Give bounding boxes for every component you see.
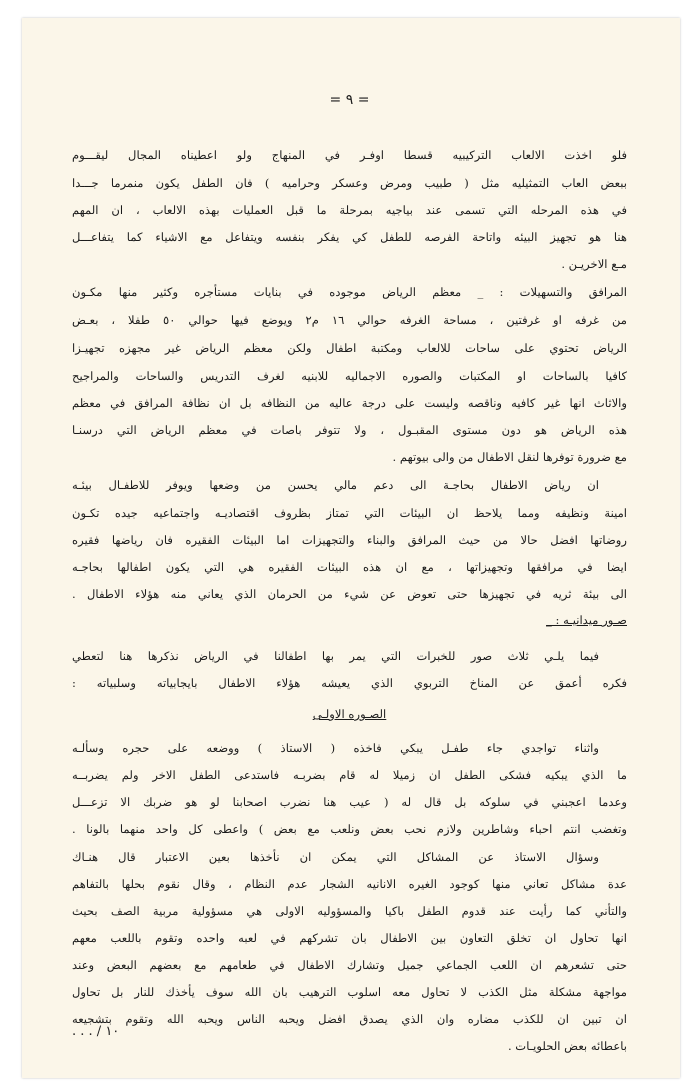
- text-line: وتغضب انتم احباء وشاطرين ولازم نحب بعض ونلعب مع بعض ) واعطى كل واحد منهما بالونا .: [72, 822, 627, 836]
- text-line: ما الذي يبكيه فشكى الطفل ان زميلا له قام بضربـه فاستدعى الطفل الاخر ولم يضربــه: [72, 768, 627, 782]
- text-line: ببعض العاب التمثيليه مثل ( طبيب ومرض وعسكر وحراميه ) فان الطفل يكون منمرما جـــدا: [72, 176, 627, 190]
- text-line: هنا هو تجهيز البيئه واتاحة الفرصه للطفل كي يفكر بنفسه ويتفاعل مع الاشياء كما يتفاعـــل: [72, 230, 627, 244]
- text-line: الى بيئة ثريه في تجهيزها حتى تعوض عن شيء من الحرمان الذي يعاني منه هؤلاء الاطفال .: [72, 587, 627, 601]
- text-line: فيما يلـي ثلاث صور للخبرات التي يمر بها اطفالنا في الرياض نذكرها هنا لتعطي: [72, 649, 599, 663]
- text-line: فكره أعمق عن المناخ التربوي الذي يعيشه هؤلاء الاطفال بايجابياته وسلبياته :: [72, 676, 627, 690]
- text-line: باعطائه بعض الحلويـات .: [507, 1039, 627, 1053]
- text-line: من غرفه او غرفتين ، مساحة الغرفه حوالي ١٦ م٢ ويوضع فيها حوالي ٥٠ طفلا ، بعـض: [72, 313, 627, 327]
- text-line: ايضا في مرافقها وتجهيزاتها ، مع ان هذه البيئات الفقيره هي التي يكون اطفالها بحاجـه: [72, 560, 627, 574]
- text-line: فلو اخذت الالعاب التركيبيه قسطا اوفـر في المنهاج ولو اعطيناه المجال ليقـــوم: [72, 148, 627, 162]
- page-content: [72, 18, 627, 1078]
- section-heading: صـور ميدانيـه : _: [546, 613, 627, 627]
- text-line: ان تبين ان للكذب مضاره وان الذي يصدق افضل ويحبه الناس ويحبه الله وتقوم بتشجيعه: [72, 1012, 627, 1026]
- text-line: مع ضرورة توفرها لنقل الاطفال من والى بيوتهم .: [392, 450, 627, 464]
- document-page: [22, 18, 680, 1078]
- text-line: انها تحاول ان تخلق التعاون بين الاطفال بان تشركهم في لعبه واحده وتقوم باللعب معهم: [72, 931, 627, 945]
- page-number: = ٩ =: [329, 92, 370, 108]
- text-line: مـع الاخريـن .: [561, 257, 627, 271]
- subheading: الصـوره الاولـى: [312, 707, 387, 721]
- text-line: والتأني كما رأيت عند قدوم الطفل باكيا والمسؤوليه الاولى هي مسؤولية مربية الصف بحيث: [72, 904, 627, 918]
- text-line: المرافق والتسهيلات : _ معظم الرياض موجوده في بنايات مستأجره وكثير منها مكـون: [72, 285, 627, 299]
- text-line: روضاتها افضل حالا من حيث المرافق والبناء والتجهيزات اما البيئات الفقيره فان رياضها فقيره: [72, 533, 627, 547]
- text-line: امينة ونظيفه ومما يلاحظ ان البيئات التي تمتاز بظروف اقتصاديـه واجتماعيه جيده تكـون: [72, 506, 627, 520]
- text-line: واثناء تواجدي جاء طفـل يبكي فاخذه ( الاستاذ ) ووضعه على حجره وسألـه: [72, 741, 599, 755]
- text-line: ان رياض الاطفال بحاجـة الى دعم مالي يحسن من وضعها ويوفر للاطفـال بيئـه: [72, 478, 599, 492]
- text-line: الرياض تحتوي على ساحات للالعاب ومكتبة اطفال ولكن معظم الرياض غير مجهزه تجهيـزا: [72, 341, 627, 355]
- continuation-mark: . . . / ١٠: [72, 1024, 120, 1039]
- text-line: كافيا بالساحات او المكتبات والصوره الاجماليه للابنيه لغرف التدريس والساحات والمراجيح: [72, 369, 627, 383]
- text-line: وسؤال الاستاذ عن المشاكل التي يمكن ان نأخذها بعين الاعتبار قال هنـاك: [72, 850, 599, 864]
- text-line: هذه الرياض هو دون مستوى المقبـول ، ولا تتوفر باصات في معظم الرياض التي درسنـا: [72, 423, 627, 437]
- text-line: عدة مشاكل تعاني منها كوجود الغيره الانانيه الشجار عدم النظام ، وقال نقوم بحلها بالتفاهم: [72, 877, 627, 891]
- text-line: والاثاث انها غير كافيه وناقصه وليست على درجة عاليه من النظافه بل ان نظافة المرافق في معظم: [72, 396, 627, 410]
- text-line: مواجهة مشكلة مثل الكذب لا تحاول معه اسلوب الترهيب بان الله سوف يأخذك للنار بل تحاول: [72, 985, 627, 999]
- text-line: حتى تشعرهم ان اللعب الجماعي جميل وتشارك الاطفال في طعامهم مع بعضهم البعض وعند: [72, 958, 627, 972]
- text-line: في هذه المرحله التي تسمى عند بياجيه بمرحلة ما قبل العمليات بهذه الالعاب ، ان المهم: [72, 203, 627, 217]
- text-line: وعدما اعجبني في سلوكه بل قال له ( عيب هنا نضرب اصحابنا لو هو ضربك الا تزعـــل: [72, 795, 627, 809]
